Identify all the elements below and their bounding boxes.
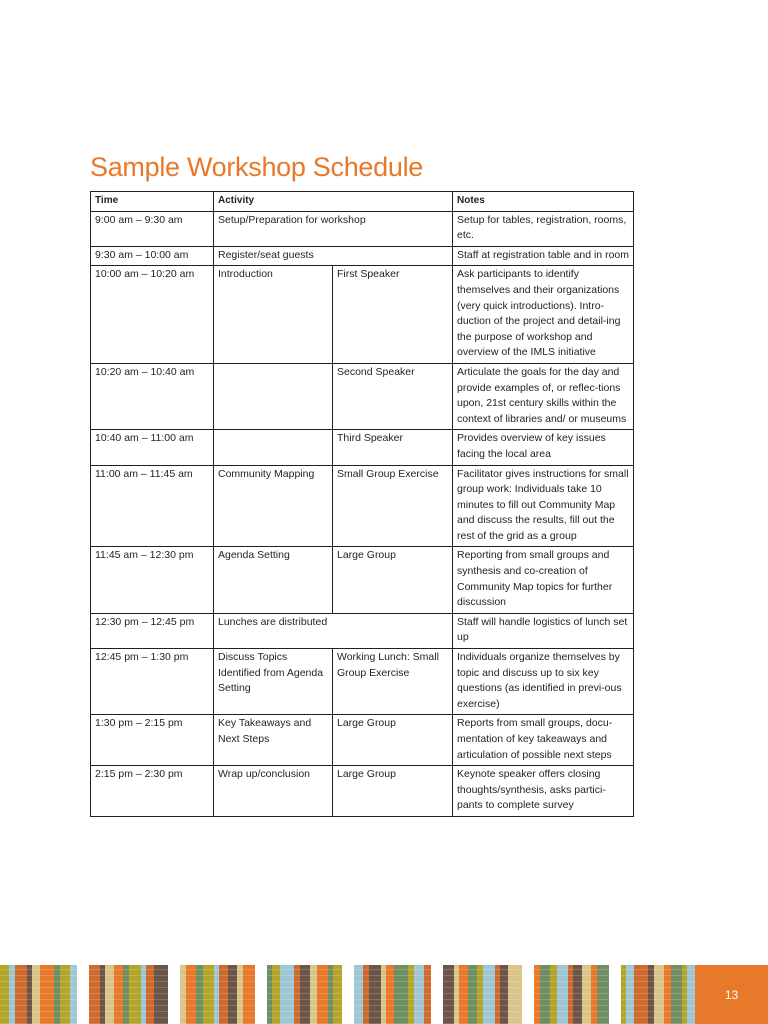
notes-cell: Keynote speaker offers closing thoughts/synthesis, asks partici-pants to complete survey — [453, 766, 634, 817]
stripe — [146, 965, 154, 1024]
stripe — [381, 965, 386, 1024]
notes-cell: Setup for tables, registration, rooms, etc. — [453, 211, 634, 246]
stripe — [32, 965, 40, 1024]
stripe — [369, 965, 381, 1024]
time-cell: 9:00 am – 9:30 am — [91, 211, 214, 246]
stripe — [70, 965, 77, 1024]
activity-column-header: Activity — [214, 192, 453, 212]
notes-cell: Articulate the goals for the day and provide examples of, or reflec-tions upon, 21st century skills within the context of libraries and/ or museums — [453, 363, 634, 429]
notes-cell: Provides overview of key issues facing the local area — [453, 430, 634, 465]
stripe-texture-line — [0, 981, 695, 982]
stripe-pattern-graphic — [0, 965, 695, 1024]
stripe — [114, 965, 123, 1024]
activity-cell — [214, 363, 333, 429]
stripe — [687, 965, 695, 1024]
stripe — [540, 965, 550, 1024]
stripe — [682, 965, 687, 1024]
time-cell: 11:00 am – 11:45 am — [91, 465, 214, 547]
stripe — [317, 965, 328, 1024]
stripe — [408, 965, 414, 1024]
activity-cell: Setup/Preparation for workshop — [214, 211, 453, 246]
stripe — [621, 965, 626, 1024]
stripe — [634, 965, 648, 1024]
time-cell: 2:15 pm – 2:30 pm — [91, 766, 214, 817]
stripe — [272, 965, 280, 1024]
stripe-texture-line — [0, 975, 695, 976]
stripe-texture-line — [0, 993, 695, 994]
stripe-texture-line — [0, 1005, 695, 1006]
stripe — [15, 965, 27, 1024]
stripe — [468, 965, 477, 1024]
stripe — [459, 965, 468, 1024]
stripe — [483, 965, 495, 1024]
stripe — [424, 965, 431, 1024]
time-cell: 9:30 am – 10:00 am — [91, 246, 214, 266]
activity-cell: Wrap up/conclusion — [214, 766, 333, 817]
stripe — [180, 965, 186, 1024]
time-cell: 11:45 am – 12:30 pm — [91, 547, 214, 613]
stripe — [591, 965, 597, 1024]
table-row — [91, 613, 634, 648]
stripe — [310, 965, 317, 1024]
stripe — [568, 965, 573, 1024]
stripe — [654, 965, 664, 1024]
format-cell: Third Speaker — [333, 430, 453, 465]
table-row — [91, 430, 634, 465]
format-cell: Large Group — [333, 715, 453, 766]
stripe — [664, 965, 671, 1024]
format-cell: Large Group — [333, 766, 453, 817]
stripe — [508, 965, 522, 1024]
stripe — [100, 965, 105, 1024]
notes-cell: Reports from small groups, docu-mentation of key takeaways and articulation of possible next steps — [453, 715, 634, 766]
table-header-row — [91, 192, 634, 212]
stripe — [414, 965, 424, 1024]
activity-cell: Agenda Setting — [214, 547, 333, 613]
stripe — [214, 965, 219, 1024]
notes-cell: Reporting from small groups and synthesis and co-creation of Community Map topics for further discussion — [453, 547, 634, 613]
time-cell: 1:30 pm – 2:15 pm — [91, 715, 214, 766]
time-cell: 10:00 am – 10:20 am — [91, 266, 214, 364]
stripe — [105, 965, 114, 1024]
stripe — [363, 965, 369, 1024]
table-row — [91, 246, 634, 266]
format-cell: First Speaker — [333, 266, 453, 364]
stripe — [267, 965, 272, 1024]
page-number: 13 — [724, 987, 739, 1002]
stripe — [386, 965, 394, 1024]
stripe — [294, 965, 300, 1024]
stripe — [454, 965, 459, 1024]
time-cell: 12:45 pm – 1:30 pm — [91, 649, 214, 715]
stripe — [196, 965, 203, 1024]
format-cell: Second Speaker — [333, 363, 453, 429]
stripe — [354, 965, 363, 1024]
stripe — [443, 965, 454, 1024]
stripe — [500, 965, 508, 1024]
notes-cell: Staff at registration table and in room — [453, 246, 634, 266]
stripe — [129, 965, 141, 1024]
stripe — [495, 965, 500, 1024]
stripe — [54, 965, 60, 1024]
time-column-header: Time — [91, 192, 214, 212]
stripe — [141, 965, 146, 1024]
decorative-stripe-band — [0, 965, 768, 1024]
activity-cell: Register/seat guests — [214, 246, 453, 266]
stripe — [573, 965, 582, 1024]
stripe — [27, 965, 32, 1024]
stripe — [394, 965, 408, 1024]
stripe — [0, 965, 9, 1024]
activity-cell: Discuss Topics Identified from Agenda Setting — [214, 649, 333, 715]
stripe — [219, 965, 228, 1024]
notes-cell: Staff will handle logistics of lunch set up — [453, 613, 634, 648]
stripe — [60, 965, 70, 1024]
stripe — [300, 965, 310, 1024]
activity-cell: Introduction — [214, 266, 333, 364]
activity-cell: Lunches are distributed — [214, 613, 453, 648]
stripe — [550, 965, 557, 1024]
stripe — [9, 965, 15, 1024]
table-row — [91, 465, 634, 547]
stripe — [557, 965, 568, 1024]
stripe — [597, 965, 609, 1024]
table-row — [91, 266, 634, 364]
table-row — [91, 766, 634, 817]
stripe — [237, 965, 243, 1024]
stripe-texture-line — [0, 999, 695, 1000]
page-number-box — [695, 965, 768, 1024]
time-cell: 10:20 am – 10:40 am — [91, 363, 214, 429]
format-cell: Small Group Exercise — [333, 465, 453, 547]
notes-cell: Individuals organize themselves by topic and discuss up to six key questions (as identified in previ-ous exercise) — [453, 649, 634, 715]
format-cell: Working Lunch: Small Group Exercise — [333, 649, 453, 715]
stripe-texture-line — [0, 1011, 695, 1012]
stripe — [203, 965, 214, 1024]
table-row — [91, 649, 634, 715]
time-cell: 12:30 pm – 12:45 pm — [91, 613, 214, 648]
stripe-texture-line — [0, 1017, 695, 1018]
format-cell: Large Group — [333, 547, 453, 613]
stripe — [123, 965, 129, 1024]
notes-column-header: Notes — [453, 192, 634, 212]
stripe — [626, 965, 634, 1024]
stripe — [280, 965, 294, 1024]
schedule-table — [90, 191, 634, 817]
notes-cell: Facilitator gives instructions for small group work: Individuals take 10 minutes to fill out Community Map and discuss the results, fill out the rest of the grid as a group — [453, 465, 634, 547]
stripe — [477, 965, 483, 1024]
activity-cell: Community Mapping — [214, 465, 333, 547]
activity-cell — [214, 430, 333, 465]
notes-cell: Ask participants to identify themselves and their organizations (very quick introductions). Intro-duction of the project and detail-ing the purpose of workshop and overview of the IMLS initiative — [453, 266, 634, 364]
activity-cell: Key Takeaways and Next Steps — [214, 715, 333, 766]
stripe — [154, 965, 168, 1024]
table-row — [91, 547, 634, 613]
stripe — [228, 965, 237, 1024]
stripe — [648, 965, 654, 1024]
table-row — [91, 363, 634, 429]
stripe — [534, 965, 540, 1024]
page-title: Sample Workshop Schedule — [90, 152, 423, 183]
time-cell: 10:40 am – 11:00 am — [91, 430, 214, 465]
stripe-texture-line — [0, 987, 695, 988]
stripe — [333, 965, 342, 1024]
stripe — [40, 965, 54, 1024]
stripe — [89, 965, 100, 1024]
stripe — [671, 965, 682, 1024]
stripe — [582, 965, 591, 1024]
stripe — [243, 965, 255, 1024]
stripe-texture-line — [0, 969, 695, 970]
table-row — [91, 211, 634, 246]
table-row — [91, 715, 634, 766]
stripe — [328, 965, 333, 1024]
stripe — [186, 965, 196, 1024]
